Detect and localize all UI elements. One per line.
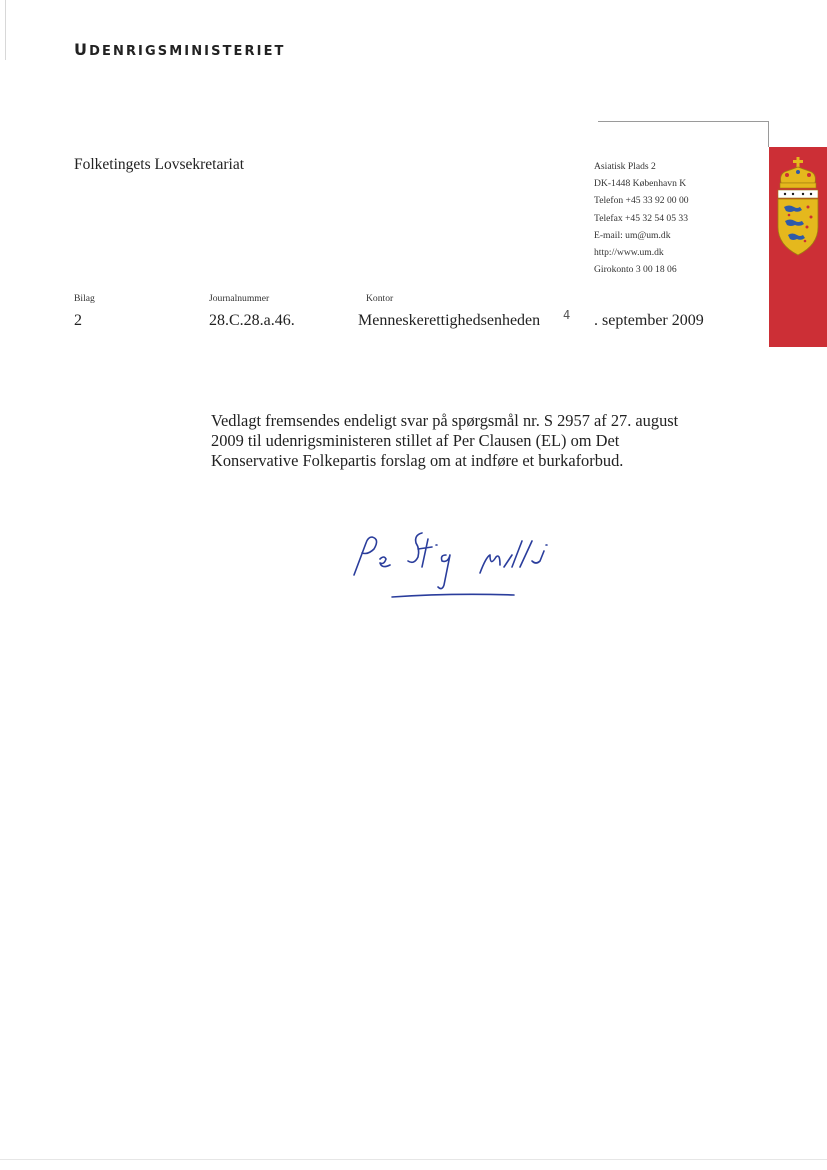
address-line: http://www.um.dk [594, 247, 664, 259]
header-rule [598, 121, 769, 122]
address-line: Telefon +45 33 92 00 00 [594, 195, 689, 207]
address-line: Asiatisk Plads 2 [594, 161, 656, 172]
bilag-value: 2 [74, 312, 82, 329]
date-month-year: . september 2009 [594, 312, 704, 329]
letter-body [211, 411, 731, 471]
body-line: 2009 til udenrigsministeren stillet af Per Clausen (EL) om Det [211, 431, 620, 450]
ministry-initial: U [74, 40, 90, 59]
journal-value: 28.C.28.a.46. [209, 312, 295, 329]
header-rule-tick [768, 121, 769, 147]
address-line: Telefax +45 32 54 05 33 [594, 212, 688, 224]
date-day: 4 [563, 308, 571, 322]
recipient: Folketingets Lovsekretariat [74, 156, 245, 173]
journal-label: Journalnummer [209, 293, 270, 304]
address-line: E-mail: um@um.dk [594, 229, 671, 241]
address-block [594, 158, 689, 278]
page-edge [0, 1159, 827, 1160]
address-line: DK-1448 København K [594, 178, 687, 190]
address-line: Girokonto 3 00 18 06 [594, 264, 677, 276]
ministry-rest: DENRIGSMINISTERIET [89, 44, 286, 59]
handwritten-signature-icon [340, 515, 580, 605]
body-line: Vedlagt fremsendes endeligt svar på spørgsmål nr. S 2957 af 27. august [211, 411, 679, 430]
body-line: Konservative Folkepartis forslag om at indføre et burkaforbud. [211, 451, 624, 470]
bilag-label: Bilag [74, 293, 95, 304]
ministry-name [74, 40, 286, 59]
danish-coat-of-arms-icon [775, 157, 821, 267]
kontor-value: Menneskerettighedsenheden [358, 312, 541, 329]
kontor-label: Kontor [366, 293, 394, 304]
page-edge [5, 0, 6, 60]
